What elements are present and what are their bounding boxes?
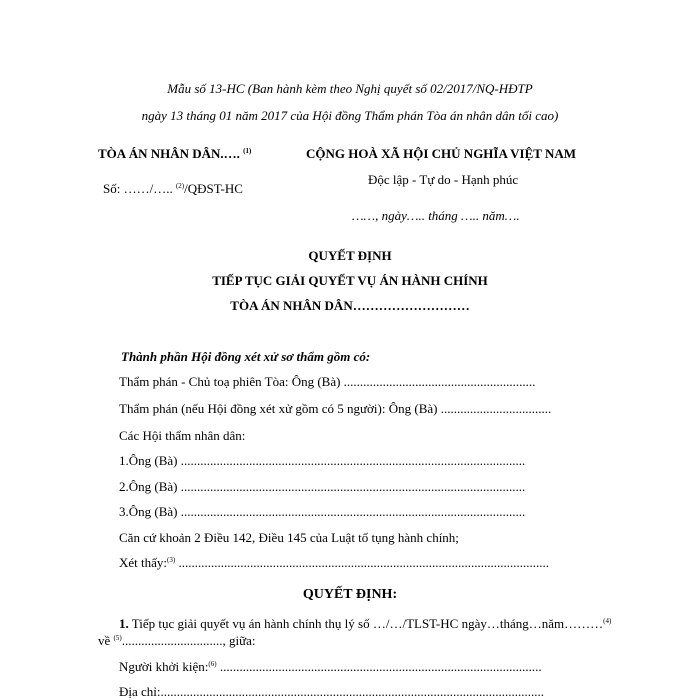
- issuing-court: TÒA ÁN NHÂN DÂN………………………: [230, 298, 470, 313]
- decision-item-1-number: 1.: [119, 616, 129, 631]
- court-name: [98, 146, 251, 162]
- decision-item-1-footnote: (4): [603, 617, 612, 625]
- decision-item-1-cont-prefix: về: [98, 633, 111, 648]
- decision-heading: QUYẾT ĐỊNH:: [302, 587, 398, 602]
- plaintiff-dots: ...................................................................................................: [216, 659, 542, 674]
- assessors-label: Các Hội thẩm nhân dân:: [119, 428, 246, 443]
- nation-name: CỘNG HOÀ XÃ HỘI CHỦ NGHĨA VIỆT NAM: [306, 146, 577, 161]
- legal-basis-line: Căn cứ khoản 2 Điều 142, Điều 145 của Luật tố tụng hành chính;: [119, 530, 459, 545]
- decision-item-1-text: Tiếp tục giải quyết vụ án hành chính thụ lý số …/…/TLST-HC ngày…tháng…năm………: [128, 616, 604, 631]
- form-header-line-1: Mẫu số 13-HC (Ban hành kèm theo Nghị quyết số 02/2017/NQ-HĐTP: [167, 81, 533, 96]
- considering-label: Xét thấy:: [119, 555, 168, 570]
- assessor-3-line: 3.Ông (Bà) ..........................................................................................................: [119, 504, 526, 519]
- court-name-footnote: (1): [243, 147, 252, 155]
- considering-line: [119, 555, 549, 571]
- document-subtitle: TIẾP TỤC GIẢI QUYẾT VỤ ÁN HÀNH CHÍNH: [212, 273, 488, 288]
- address-dots: ......................................................................................................................: [160, 684, 545, 699]
- issue-date: ……, ngày….. tháng ….. năm….: [352, 208, 520, 223]
- panel-heading: Thành phần Hội đồng xét xử sơ thẩm gồm có:: [121, 349, 371, 364]
- decision-item-1-cont-footnote: (5): [113, 634, 122, 642]
- national-motto: Độc lập - Tự do - Hạnh phúc: [368, 172, 519, 187]
- decision-number: [103, 181, 243, 197]
- considering-footnote: (3): [167, 556, 176, 564]
- address-line: [119, 684, 544, 700]
- assessor-2-line: 2.Ông (Bà) ..........................................................................................................: [119, 479, 526, 494]
- plaintiff-line: [119, 659, 542, 675]
- plaintiff-label: Người khởi kiện:: [119, 659, 209, 674]
- decision-item-1: [119, 616, 611, 632]
- address-label: Địa chỉ:: [119, 684, 161, 699]
- decision-number-suffix: /QĐST-HC: [184, 181, 243, 196]
- assessor-1-line: 1.Ông (Bà) ..........................................................................................................: [119, 453, 526, 468]
- presiding-judge-line: Thẩm phán - Chủ toạ phiên Tòa: Ông (Bà) ...........................................................: [119, 374, 536, 389]
- decision-number-prefix: Số: ……/…..: [103, 181, 173, 196]
- court-name-text: TÒA ÁN NHÂN DÂN.….: [98, 146, 240, 161]
- second-judge-line: Thẩm phán (nếu Hội đồng xét xử gồm có 5 người): Ông (Bà) ..................................: [119, 401, 552, 416]
- decision-item-1-continuation: [98, 633, 256, 649]
- decision-number-footnote: (2): [175, 182, 185, 190]
- form-header-line-2: ngày 13 tháng 01 năm 2017 của Hội đồng Thẩm phán Tòa án nhân dân tối cao): [141, 108, 559, 123]
- document-title: QUYẾT ĐỊNH: [308, 248, 392, 263]
- considering-dots: ..................................................................................................................: [175, 555, 549, 570]
- plaintiff-footnote: (6): [208, 660, 217, 668]
- decision-item-1-cont-text: ..............................., giữa:: [121, 633, 256, 648]
